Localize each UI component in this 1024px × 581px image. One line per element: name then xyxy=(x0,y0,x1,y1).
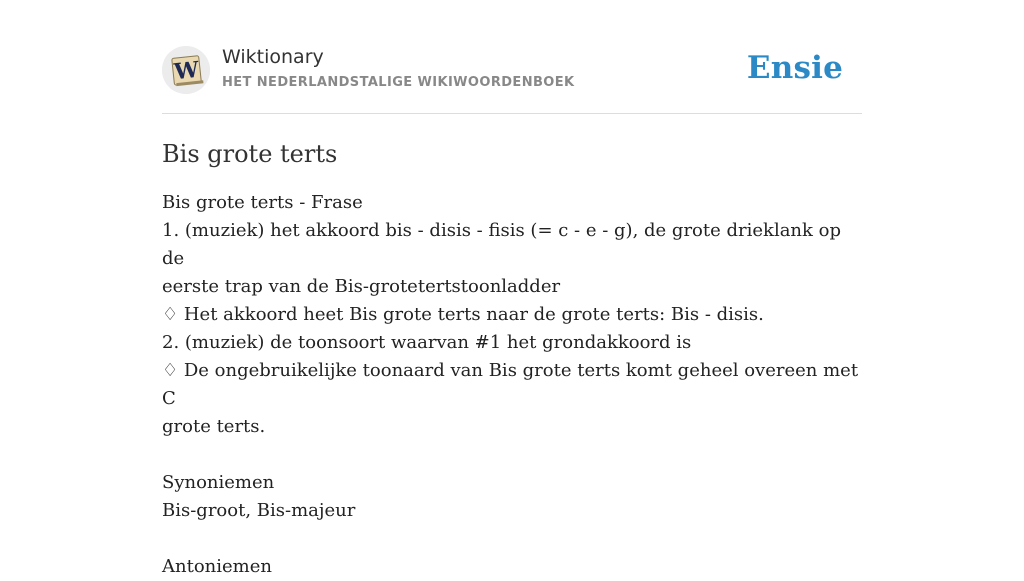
article xyxy=(162,138,862,581)
definition-line: grote terts. xyxy=(162,416,266,437)
site-name[interactable]: Wiktionary xyxy=(222,46,324,68)
synonyms-heading: Synoniemen xyxy=(162,472,275,493)
ensie-brand-logo[interactable]: Ensie xyxy=(746,50,843,86)
wiktionary-logo-icon[interactable] xyxy=(162,46,210,94)
paragraph-spacer xyxy=(162,441,862,469)
page xyxy=(162,0,862,581)
definition-line: eerste trap van de Bis-grotetertstoonladder xyxy=(162,276,561,297)
synonyms-list: Bis-groot, Bis-majeur xyxy=(162,500,356,521)
paragraph-spacer xyxy=(162,525,862,553)
antonyms-heading: Antoniemen xyxy=(162,556,272,577)
definition-body xyxy=(162,189,862,581)
definition-line: ♢ Het akkoord heet Bis grote terts naar de grote terts: Bis - disis. xyxy=(162,304,764,325)
definition-line: 1. (muziek) het akkoord bis - disis - fisis (= c - e - g), de grote drieklank op de xyxy=(162,220,842,269)
site-header xyxy=(162,0,862,114)
definition-line: Bis grote terts - Frase xyxy=(162,192,363,213)
logo-letter: W xyxy=(172,56,201,86)
definition-line: ♢ De ongebruikelijke toonaard van Bis grote terts komt geheel overeen met C xyxy=(162,360,859,409)
site-tagline: HET NEDERLANDSTALIGE WIKIWOORDENBOEK xyxy=(222,75,575,90)
definition-line: 2. (muziek) de toonsoort waarvan #1 het grondakkoord is xyxy=(162,332,692,353)
page-title: Bis grote terts xyxy=(162,140,338,168)
